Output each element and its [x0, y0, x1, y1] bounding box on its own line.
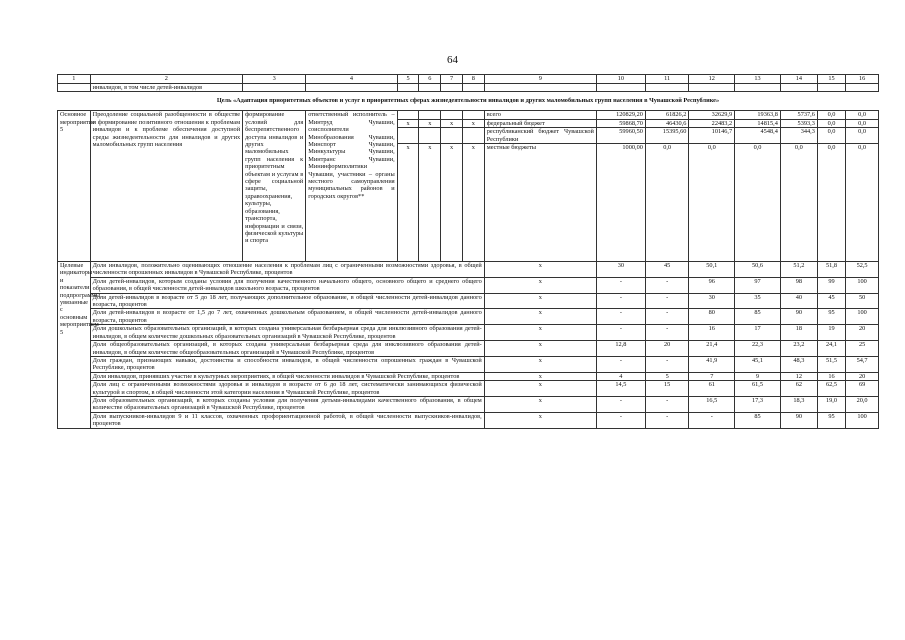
x-mark: x	[484, 341, 596, 357]
funding-value: 19363,8	[735, 111, 781, 119]
carryover-text: инвалидов, в том числе детей-инвалидов	[90, 84, 242, 92]
indicator-value: -	[689, 412, 735, 428]
indicator-text: Доля дошкольных образовательных организаций, в которых создана универсальная безбарьерная среда для инклюзивного образования детей-инвалидов, в общем количестве дошкольных образовательных организаций в Чувашской Республике, процентов	[90, 325, 484, 341]
indicator-row	[58, 341, 879, 357]
indicator-value: 51,8	[817, 262, 845, 278]
goal-title: Цель «Адаптация приоритетных объектов и услуг в приоритетных сферах жизнедеятельности инвалидов и других маломобильных групп населения в Чувашской Республике»	[58, 92, 879, 111]
col-num: 8	[462, 75, 484, 84]
funding-value: 59868,70	[596, 119, 645, 127]
indicator-value: 22,3	[735, 341, 781, 357]
indicator-value: 52,5	[846, 262, 879, 278]
indicator-value: 15	[645, 381, 689, 397]
funding-value: 0,0	[817, 119, 845, 127]
col-num: 15	[817, 75, 845, 84]
indicator-value: 19	[817, 325, 845, 341]
indicator-value: 20	[846, 325, 879, 341]
indicator-value: 100	[846, 412, 879, 428]
indicator-value: -	[596, 325, 645, 341]
indicator-row	[58, 262, 879, 278]
indicator-text: Доля общеобразовательных организаций, в которых создана универсальная безбарьерная среда для инклюзивного образования детей-инвалидов, в общем количестве общеобразовательных организаций в Чувашской Республике, процентов	[90, 341, 484, 357]
indicator-value: -	[596, 412, 645, 428]
funding-value: 0,0	[645, 144, 689, 262]
indicator-value: 21,4	[689, 341, 735, 357]
indicator-value: 25	[846, 341, 879, 357]
funding-value: 61826,2	[645, 111, 689, 119]
funding-value: 32629,9	[689, 111, 735, 119]
indicator-value: 62	[780, 381, 817, 397]
funding-value: 0,0	[846, 144, 879, 262]
x-mark: x	[462, 144, 484, 262]
funding-value: 59960,50	[596, 128, 645, 144]
indicator-text: Доля детей-инвалидов в возрасте от 1,5 до 7 лет, охваченных дошкольным образованием, в общей численности детей-инвалидов данного возраста, процентов	[90, 309, 484, 325]
x-mark: x	[484, 372, 596, 380]
indicator-value: 95	[817, 412, 845, 428]
funding-value: 0,0	[846, 111, 879, 119]
indicator-value: 45,1	[735, 356, 781, 372]
indicator-value: 85	[735, 309, 781, 325]
funding-value: 1000,00	[596, 144, 645, 262]
funding-value: 120829,20	[596, 111, 645, 119]
col-num: 3	[243, 75, 306, 84]
indicator-value: 69	[846, 381, 879, 397]
indicator-value: -	[596, 356, 645, 372]
indicator-value: -	[645, 277, 689, 293]
funding-value: 0,0	[780, 144, 817, 262]
indicator-value: -	[596, 396, 645, 412]
event-name: Преодоление социальной разобщенности в обществе и формирование позитивного отношения к проблемам инвалидов и к проблеме обеспечения доступной среды жизнедеятельности для инвалидов и других маломобильных групп населения	[90, 111, 242, 262]
indicator-value: 30	[689, 293, 735, 309]
col-num: 11	[645, 75, 689, 84]
indicator-value: 17	[735, 325, 781, 341]
indicator-value: 20,0	[846, 396, 879, 412]
x-mark: x	[397, 144, 419, 262]
indicator-value: 97	[735, 277, 781, 293]
funding-value: 22483,2	[689, 119, 735, 127]
indicator-value: 50,1	[689, 262, 735, 278]
funding-source: местные бюджеты	[484, 144, 596, 262]
indicator-row	[58, 277, 879, 293]
indicator-value: -	[645, 293, 689, 309]
indicator-value: 54,7	[846, 356, 879, 372]
indicator-value: 85	[735, 412, 781, 428]
indicator-value: 16,5	[689, 396, 735, 412]
indicator-row	[58, 356, 879, 372]
indicator-value: 95	[817, 309, 845, 325]
indicator-value: 12	[780, 372, 817, 380]
x-mark: x	[484, 412, 596, 428]
funding-value: 0,0	[689, 144, 735, 262]
x-mark: x	[484, 356, 596, 372]
indicator-value: 90	[780, 309, 817, 325]
indicator-value: 90	[780, 412, 817, 428]
event-label: Основное мероприятие 5	[58, 111, 91, 262]
indicator-value: 20	[645, 341, 689, 357]
indicator-value: -	[645, 325, 689, 341]
program-table	[57, 74, 879, 429]
funding-source: всего	[484, 111, 596, 119]
event-row	[58, 111, 879, 119]
funding-value: 5393,3	[780, 119, 817, 127]
indicator-value: -	[645, 412, 689, 428]
indicator-text: Доля детей-инвалидов, которым созданы условия для получения качественного начального общего, основного общего и среднего общего образования, в общей численности детей-инвалидов школьного возраста, процентов	[90, 277, 484, 293]
indicator-value: 51,5	[817, 356, 845, 372]
indicator-value: -	[645, 309, 689, 325]
indicator-value: 61	[689, 381, 735, 397]
indicator-value: 100	[846, 309, 879, 325]
funding-value: 0,0	[846, 119, 879, 127]
x-mark: x	[484, 309, 596, 325]
funding-value: 0,0	[817, 128, 845, 144]
col-num: 13	[735, 75, 781, 84]
indicator-value: 30	[596, 262, 645, 278]
indicator-row	[58, 396, 879, 412]
col-num: 1	[58, 75, 91, 84]
indicator-value: -	[645, 356, 689, 372]
indicator-value: -	[596, 309, 645, 325]
indicator-value: 80	[689, 309, 735, 325]
x-mark: x	[419, 119, 441, 127]
indicator-value: 96	[689, 277, 735, 293]
indicator-value: 61,5	[735, 381, 781, 397]
funding-source: федеральный бюджет	[484, 119, 596, 127]
indicators-label: Целевые индикаторы и показатели подпрограммы, увязанные с основным мероприятием 5	[58, 262, 91, 429]
col-num: 16	[846, 75, 879, 84]
indicator-value: -	[596, 293, 645, 309]
event-executor: ответственный исполнитель – Минтруд Чувашии, соисполнители Минобразования Чувашии, Минспорт Чувашии, Минкультуры Чувашии, Минтранс Чувашии, Мининформполитики Чувашии, участники – органы местного самоуправления муниципальных районов и городских округов**	[306, 111, 397, 262]
col-num: 6	[419, 75, 441, 84]
indicator-row	[58, 293, 879, 309]
x-mark: x	[462, 119, 484, 127]
indicator-value: 14,5	[596, 381, 645, 397]
indicator-value: 4	[596, 372, 645, 380]
funding-value: 10146,7	[689, 128, 735, 144]
funding-value: 4548,4	[735, 128, 781, 144]
indicator-value: 48,3	[780, 356, 817, 372]
indicator-value: 51,2	[780, 262, 817, 278]
indicator-text: Доля граждан, признающих навыки, достоинства и способности инвалидов, в общей численности опрошенных граждан в Чувашской Республике, процентов	[90, 356, 484, 372]
funding-value: 46430,6	[645, 119, 689, 127]
funding-value: 5737,6	[780, 111, 817, 119]
indicator-value: 50	[846, 293, 879, 309]
indicator-value: 19,0	[817, 396, 845, 412]
indicator-value: 16	[689, 325, 735, 341]
indicator-row	[58, 372, 879, 380]
funding-value: 0,0	[817, 111, 845, 119]
indicator-text: Доля образовательных организаций, в которых созданы условия для получения детьми-инвалидами качественного образования, в общем количестве образовательных организаций в Чувашской Республике, процентов	[90, 396, 484, 412]
indicator-value: 45	[645, 262, 689, 278]
indicator-row	[58, 381, 879, 397]
x-mark: x	[484, 262, 596, 278]
indicator-value: 7	[689, 372, 735, 380]
funding-value: 0,0	[817, 144, 845, 262]
indicator-value: 40	[780, 293, 817, 309]
x-mark: x	[397, 119, 419, 127]
x-mark: x	[484, 277, 596, 293]
col-num: 7	[441, 75, 463, 84]
indicator-value: 18	[780, 325, 817, 341]
x-mark: x	[419, 144, 441, 262]
indicator-value: -	[596, 277, 645, 293]
funding-value: 344,3	[780, 128, 817, 144]
indicator-text: Доля лиц с ограниченными возможностями здоровья и инвалидов в возрасте от 6 до 18 лет, систематически занимающихся физической культурой и спортом, в общей численности этой категории населения в Чувашской Республике, процентов	[90, 381, 484, 397]
indicator-value: 100	[846, 277, 879, 293]
goal-row	[58, 92, 879, 111]
indicator-text: Доля детей-инвалидов в возрасте от 5 до 18 лет, получающих дополнительное образование, в общей численности детей-инвалидов данного возраста, процентов	[90, 293, 484, 309]
indicator-value: 98	[780, 277, 817, 293]
indicator-value: 5	[645, 372, 689, 380]
indicator-text: Доля инвалидов, принявших участие в культурных мероприятиях, в общей численности инвалидов в Чувашской Республике, процентов	[90, 372, 484, 380]
indicator-value: 9	[735, 372, 781, 380]
indicator-value: 12,8	[596, 341, 645, 357]
indicator-row	[58, 309, 879, 325]
indicator-value: 17,3	[735, 396, 781, 412]
event-result: формирование условий для беспрепятственного доступа инвалидов и других маломобильных групп населения к приоритетным объектам и услугам в сфере социальной защиты, здравоохранения, культуры, образования, транспорта, информации и связи, физической культуры и спорта	[243, 111, 306, 262]
col-num: 14	[780, 75, 817, 84]
indicator-text: Доля инвалидов, положительно оценивающих отношение населения к проблемам лиц с ограниченными возможностями здоровья, в общей численности опрошенных инвалидов в Чувашской Республике, процентов	[90, 262, 484, 278]
indicator-row	[58, 325, 879, 341]
funding-value: 0,0	[735, 144, 781, 262]
funding-source: республиканский бюджет Чувашской Республики	[484, 128, 596, 144]
page-number: 64	[447, 54, 458, 66]
col-num: 9	[484, 75, 596, 84]
indicator-value: 20	[846, 372, 879, 380]
indicator-value: 16	[817, 372, 845, 380]
col-num: 4	[306, 75, 397, 84]
indicator-value: 18,3	[780, 396, 817, 412]
funding-value: 14815,4	[735, 119, 781, 127]
indicator-value: 35	[735, 293, 781, 309]
x-mark: x	[484, 293, 596, 309]
indicator-value: 99	[817, 277, 845, 293]
x-mark: x	[484, 325, 596, 341]
indicator-value: 23,2	[780, 341, 817, 357]
funding-value: 0,0	[846, 128, 879, 144]
col-num: 10	[596, 75, 645, 84]
funding-value: 15395,60	[645, 128, 689, 144]
indicator-value: 24,1	[817, 341, 845, 357]
col-num: 12	[689, 75, 735, 84]
indicator-value: 45	[817, 293, 845, 309]
x-mark: x	[441, 144, 463, 262]
col-num: 2	[90, 75, 242, 84]
carryover-row	[58, 84, 879, 92]
x-mark: x	[484, 396, 596, 412]
indicator-row	[58, 412, 879, 428]
indicator-value: -	[645, 396, 689, 412]
column-number-row	[58, 75, 879, 84]
indicator-value: 62,5	[817, 381, 845, 397]
indicator-text: Доля выпускников-инвалидов 9 и 11 классов, охваченных профориентационной работой, в общей численности выпускников-инвалидов, процентов	[90, 412, 484, 428]
x-mark: x	[441, 119, 463, 127]
col-num: 5	[397, 75, 419, 84]
indicator-value: 50,6	[735, 262, 781, 278]
x-mark: x	[484, 381, 596, 397]
indicator-value: 41,9	[689, 356, 735, 372]
